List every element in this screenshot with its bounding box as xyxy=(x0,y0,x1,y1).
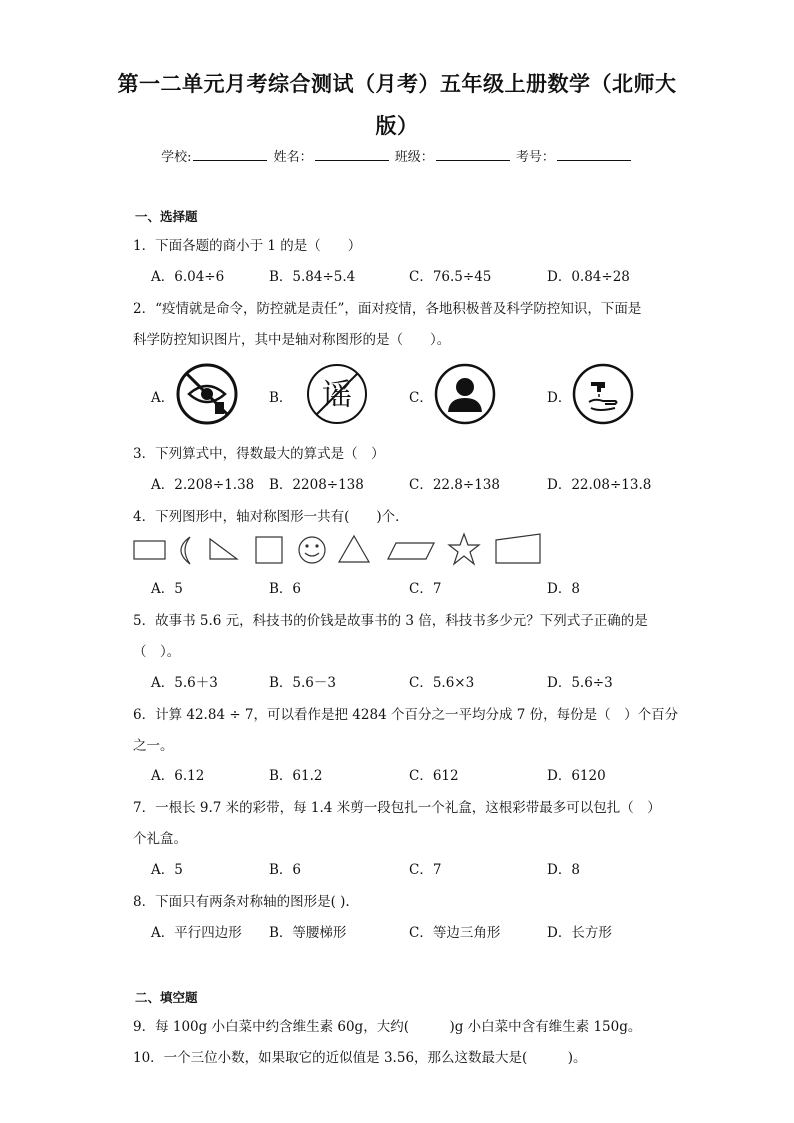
options-row-8 xyxy=(151,921,691,941)
option-a: A．6.04÷6 xyxy=(151,269,225,285)
figure-label-a: A． xyxy=(151,390,175,406)
star-shape xyxy=(449,534,479,564)
option-c: C．22.8÷138 xyxy=(409,477,500,493)
rectangle-shape xyxy=(134,541,165,559)
school-label: 学校: xyxy=(161,150,192,165)
triangle-shape xyxy=(339,536,369,562)
parallelogram-shape xyxy=(388,543,434,559)
section-heading-choice: 一、选择题 xyxy=(135,209,198,224)
option-b: B．6 xyxy=(269,862,302,878)
option-b: B．6 xyxy=(269,581,302,597)
option-a: A．2.208÷1.38 xyxy=(151,477,255,493)
name-label: 姓名： xyxy=(273,150,313,165)
question-9: 9．每 100g 小白菜中约含维生素 60g，大约( )g 小白菜中含有维生素 150g。 xyxy=(133,1019,642,1035)
option-a: A．5 xyxy=(151,581,183,597)
school-blank xyxy=(193,147,267,161)
question-2-figures xyxy=(151,362,651,426)
option-b: B．等腰梯形 xyxy=(269,925,347,941)
square-shape xyxy=(256,537,282,563)
student-info-line xyxy=(0,146,794,165)
rumor-character: 谣 xyxy=(322,378,352,413)
question-4: 4．下列图形中，轴对称图形一共有( )个． xyxy=(133,509,409,525)
figure-label-d: D． xyxy=(547,390,572,406)
option-b: B．2208÷138 xyxy=(269,477,364,493)
option-d: D．长方形 xyxy=(547,925,612,941)
page-title-line1: 第一二单元月考综合测试（月考）五年级上册数学（北师大 xyxy=(117,72,677,96)
options-row-5 xyxy=(151,671,691,691)
question-6-line2: 之一。 xyxy=(133,738,174,754)
exam-no-label: 考号： xyxy=(515,150,555,165)
no-rumor-icon xyxy=(305,362,369,426)
option-a: A．平行四边形 xyxy=(151,925,242,941)
option-c: C．等边三角形 xyxy=(409,925,501,941)
option-d: D．5.6÷3 xyxy=(547,675,613,691)
question-2-line2: 科学防控知识图片，其中是轴对称图形的是（ ）。 xyxy=(133,332,451,348)
option-b: B．61.2 xyxy=(269,768,323,784)
name-blank xyxy=(315,147,389,161)
option-c: C．76.5÷45 xyxy=(409,269,492,285)
question-2-line1: 2．“疫情就是命令，防控就是责任”，面对疫情，各地积极普及科学防控知识，下面是 xyxy=(133,301,642,317)
options-row-1 xyxy=(151,265,691,285)
option-c: C．7 xyxy=(409,862,442,878)
option-b: B．5.6－3 xyxy=(269,675,336,691)
option-d: D．22.08÷13.8 xyxy=(547,477,652,493)
question-1: 1．下面各题的商小于 1 的是（ ） xyxy=(133,238,362,254)
figure-label-b: B． xyxy=(269,390,293,406)
options-row-3 xyxy=(151,473,691,493)
option-c: C．612 xyxy=(409,768,459,784)
class-blank xyxy=(436,147,510,161)
page-title-line2: 版） xyxy=(375,114,419,138)
trapezoid-shape xyxy=(496,534,540,563)
section-heading-fill: 二、填空题 xyxy=(135,990,198,1005)
question-5-line2: （ ）。 xyxy=(133,644,181,660)
exam-no-blank xyxy=(557,147,631,161)
crescent-shape xyxy=(181,537,190,564)
question-8: 8．下面只有两条对称轴的图形是( ). xyxy=(133,894,350,910)
smiley-shape xyxy=(299,537,325,563)
option-a: A．5.6＋3 xyxy=(151,675,218,691)
option-d: D．8 xyxy=(547,862,580,878)
option-c: C．7 xyxy=(409,581,442,597)
person-icon xyxy=(433,362,497,426)
handwash-icon xyxy=(571,362,635,426)
option-b: B．5.84÷5.4 xyxy=(269,269,356,285)
options-row-6 xyxy=(151,764,691,784)
option-a: A．6.12 xyxy=(151,768,205,784)
options-row-7 xyxy=(151,858,691,878)
question-6-line1: 6．计算 42.84 ÷ 7，可以看作是把 4284 个百分之一平均分成 7 份，每份是（ ）个百分 xyxy=(133,707,679,723)
figure-label-c: C． xyxy=(409,390,433,406)
question-10: 10．一个三位小数，如果取它的近似值是 3.56，那么这数最大是( )。 xyxy=(133,1050,587,1066)
question-5-line1: 5．故事书 5.6 元，科技书的价钱是故事书的 3 倍，科技书多少元？下列式子正确的是 xyxy=(133,613,648,629)
option-d: D．6120 xyxy=(547,768,606,784)
question-7-line2: 个礼盒。 xyxy=(133,831,187,847)
no-eye-icon xyxy=(175,362,239,426)
option-d: D．8 xyxy=(547,581,580,597)
right-triangle-shape xyxy=(210,539,237,559)
class-label: 班级： xyxy=(394,150,434,165)
question-4-shapes xyxy=(132,531,552,569)
question-3: 3．下列算式中，得数最大的算式是（ ） xyxy=(133,446,385,462)
option-c: C．5.6×3 xyxy=(409,675,475,691)
options-row-4 xyxy=(151,577,691,597)
option-a: A．5 xyxy=(151,862,183,878)
question-7-line1: 7．一根长 9.7 米的彩带，每 1.4 米剪一段包扎一个礼盒，这根彩带最多可以包扎（ ） xyxy=(133,800,661,816)
option-d: D．0.84÷28 xyxy=(547,269,630,285)
